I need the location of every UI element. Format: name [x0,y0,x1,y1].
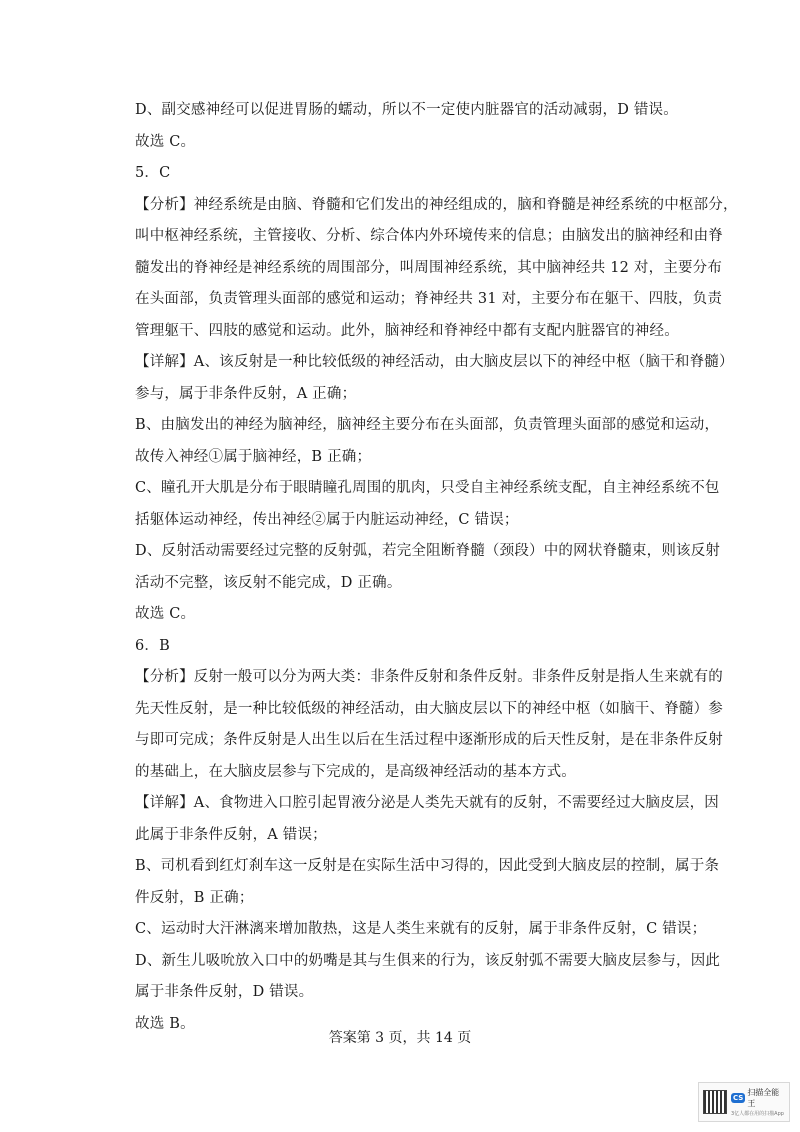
text-line: 参与，属于非条件反射，A 正确； [135,385,357,402]
text-line: 的基础上，在大脑皮层参与下完成的，是高级神经活动的基本方式。 [135,763,576,780]
question-number: 5．C [135,165,171,181]
text-line: C、运动时大汗淋漓来增加散热，这是人类生来就有的反射，属于非条件反射，C 错误； [135,921,707,937]
text-line: D、新生儿吸吮放入口中的奶嘴是其与生俱来的行为，该反射弧不需要大脑皮层参与，因此 [135,952,721,969]
text-line: 活动不完整，该反射不能完成，D 正确。 [135,574,402,591]
text-line: 属于非条件反射，D 错误。 [135,984,314,1000]
text-line: 括躯体运动神经，传出神经②属于内脏运动神经，C 错误； [135,511,519,528]
text-line: B、由脑发出的神经为脑神经，脑神经主要分布在头面部，负责管理头面部的感觉和运动， [135,417,720,433]
text-line: 【详解】A、食物进入口腔引起胃液分泌是人类先天就有的反射，不需要经过大脑皮层，因 [135,795,719,811]
text-line: B、司机看到红灯刹车这一反射是在实际生活中习得的，因此受到大脑皮层的控制，属于条 [135,858,720,874]
text-line: 故选 C。 [135,133,196,150]
text-line: D、副交感神经可以促进胃肠的蠕动，所以不一定使内脏器官的活动减弱，D 错误。 [135,102,678,118]
watermark-app-name: 扫描全能王 [747,1088,780,1108]
text-line: 【分析】神经系统是由脑、脊髓和它们发出的神经组成的，脑和脊髓是神经系统的中枢部分， [135,196,738,213]
text-line: 故传入神经①属于脑神经，B 正确； [135,448,372,465]
text-line: 在头面部，负责管理头面部的感觉和运动；脊神经共 31 对，主要分布在躯干、四肢，负责 [135,291,723,307]
text-line: 【分析】反射一般可以分为两大类：非条件反射和条件反射。非条件反射是指人生来就有的 [135,669,723,685]
camscanner-logo-icon: CS [733,1094,744,1102]
scanner-watermark [698,1082,790,1122]
text-line: C、瞳孔开大肌是分布于眼睛瞳孔周围的肌肉，只受自主神经系统支配，自主神经系统不包 [135,480,720,496]
qr-code-icon [703,1090,727,1114]
text-line: 管理躯干、四肢的感觉和运动。此外，脑神经和脊神经中都有支配内脏器官的神经。 [135,322,679,339]
watermark-tagline: 3亿人都在用的扫描App [731,1111,784,1117]
answer-text-block [135,95,738,1040]
text-line: 件反射，B 正确； [135,889,254,906]
text-line: 故选 C。 [135,606,196,622]
text-line: 【详解】A、该反射是一种比较低级的神经活动，由大脑皮层以下的神经中枢（脑干和脊髓） [135,354,734,370]
text-line: 与即可完成；条件反射是人出生以后在生活过程中逐渐形成的后天性反射，是在非条件反射 [135,732,723,748]
text-line: 髓发出的脊神经是神经系统的周围部分，叫周围神经系统，其中脑神经共 12 对，主要分布 [135,259,723,276]
text-line: 故选 B。 [135,1015,195,1032]
text-line: 叫中枢神经系统，主管接收、分析、综合体内外环境传来的信息；由脑发出的脑神经和由脊 [135,228,723,244]
text-line: D、反射活动需要经过完整的反射弧，若完全阻断脊髓（颈段）中的网状脊髓束，则该反射 [135,543,721,559]
text-line: 先天性反射，是一种比较低级的神经活动，由大脑皮层以下的神经中枢（如脑干、脊髓）参 [135,700,723,717]
page-footer: 答案第 3 页，共 14 页 [328,1030,472,1046]
text-line: 此属于非条件反射，A 错误； [135,826,327,843]
question-number: 6．B [135,637,170,654]
